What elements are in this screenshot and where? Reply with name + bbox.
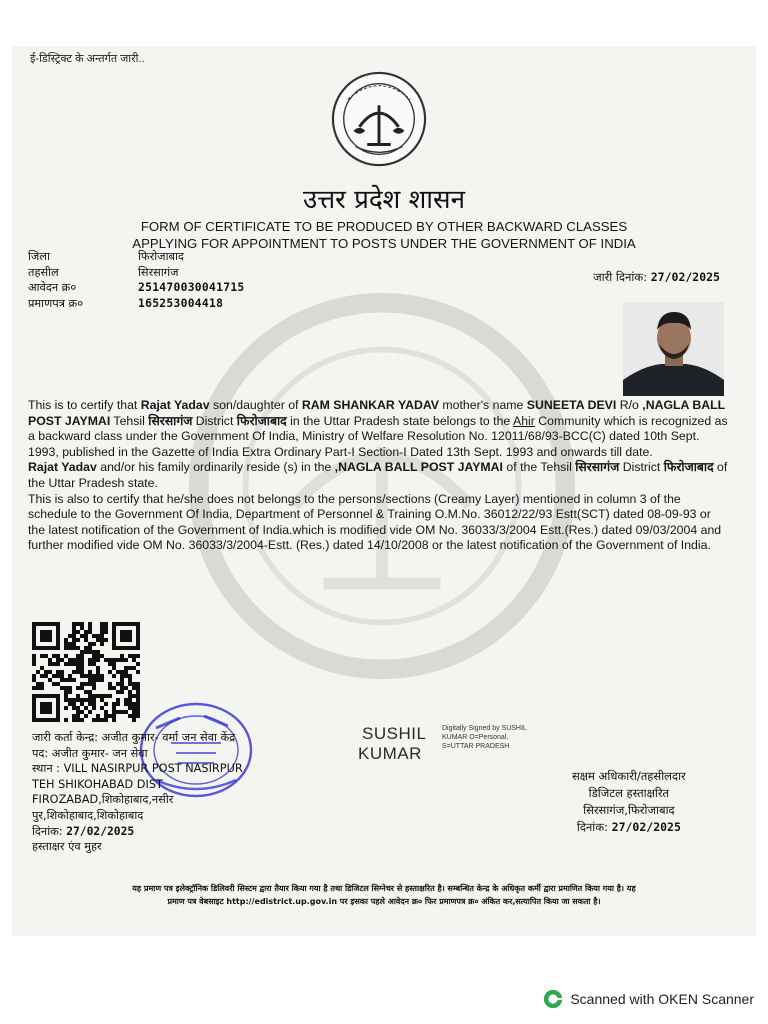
district-label: जिला (28, 250, 50, 263)
footer-line1: यह प्रमाण पत्र इलेक्ट्रॉनिक डिलिवरी सिस्टम द्वारा तैयार किया गया है तथा डिजिटल सिग्नेचर से हस्ताक्षरित है। सम्बन्धित केन्द्र के अधिकृत कर्मी द्वारा प्रमाणित किया गया है। यह (132, 884, 636, 893)
application-number-value: 251470030041715 (138, 281, 245, 294)
digital-signature-detail: Digitally Signed by SUSHIL KUMAR O=Personal, S=UTTAR PRADESH (442, 725, 527, 750)
form-title-line1: FORM OF CERTIFICATE TO BE PRODUCED BY OTHER BACKWARD CLASSES (140, 219, 628, 234)
scanner-brand (542, 988, 754, 1010)
residence-run: and/or his family ordinarily reside (s) in the (96, 460, 335, 475)
digital-signature-name (358, 724, 427, 764)
certification-run: Community which is recognized as a backward class under the Government Of India, Ministry of Welfare Resolution No. 12011/68/93-BCC(C) dated 10th Sept. 1993, published in the Gazette of India Extra Ordinary Part-I Section-I Dated 13th Sept. 1993 and onwards till date. (28, 413, 728, 459)
residence-paragraph (28, 460, 728, 491)
certificate-body (28, 398, 728, 554)
authority-digital: डिजिटल हस्ताक्षरित (588, 786, 670, 800)
issuer-place-line1: स्थान : VILL NASIRPUR POST NASIRPUR (32, 762, 243, 776)
residence-run: ,NAGLA BALL POST JAYMAI (334, 460, 503, 475)
scanner-brand-text: Scanned with OKEN Scanner (570, 991, 754, 1007)
issuer-place-line4: पुर,शिकोहाबाद,शिकोहाबाद (32, 808, 144, 822)
oken-scanner-icon (542, 988, 564, 1010)
residence-run: of the Tehsil (502, 460, 576, 475)
certificate-number-value: 165253004418 (138, 296, 224, 310)
issuer-post: पद: अजीत कुमार- जन सेवा (32, 746, 148, 760)
tehsil-label: तहसील (28, 265, 59, 279)
issuer-date-value: 27/02/2025 (66, 824, 135, 838)
issuer-block (32, 730, 243, 855)
tehsil-value: सिरसागंज (138, 265, 179, 279)
certification-run: Ahir (513, 413, 535, 428)
residence-run: सिरसागंज (575, 460, 620, 475)
certification-run: SUNEETA DEVI (526, 398, 617, 412)
certificate-meta (28, 249, 245, 311)
authority-title: सक्षम अधिकारी/तहसीलदार (572, 769, 686, 783)
certification-run: This is to certify that (28, 398, 141, 412)
issuer-date-label: दिनांक: (32, 824, 63, 838)
certification-run: Rajat Yadav (140, 398, 210, 412)
certificate-page (12, 46, 756, 936)
authority-date (572, 819, 686, 836)
issue-date (593, 270, 720, 285)
residence-run: of the Uttar Pradesh state. (28, 460, 728, 490)
certification-paragraph (28, 398, 728, 460)
certification-run: RAM SHANKAR YADAV (301, 398, 439, 412)
top-note: ई-डिस्ट्रिक्ट के अन्तर्गत जारी.. (30, 53, 145, 65)
applicant-photo (623, 302, 724, 396)
signer-name-line1: SUSHIL (362, 724, 427, 743)
authority-block (572, 768, 686, 836)
residence-run: District (619, 460, 664, 475)
issuer-place-line2: TEH SHIKOHABAD DIST (32, 777, 163, 791)
certification-run: District (192, 413, 237, 428)
certificate-number-label: प्रमाणपत्र क्र० (28, 296, 84, 310)
residence-run: फिरोजाबाद (663, 460, 714, 475)
certification-run: R/o (616, 398, 643, 412)
certification-run: सिरसागंज (148, 413, 193, 428)
residence-run: Rajat Yadav (28, 460, 97, 475)
certification-run: mother's name (439, 398, 527, 412)
district-value: फिरोजाबाद (138, 250, 184, 263)
certificate-form-title (12, 218, 756, 252)
authority-place: सिरसागंज,फिरोजाबाद (583, 803, 675, 817)
signer-name-line2: KUMAR (358, 744, 422, 763)
issuer-sign-label: हस्ताक्षर एंव मुहर (32, 840, 102, 854)
issuer-place-line3: FIROZABAD,शिकोहाबाद,नसीर (32, 793, 174, 807)
creamy-layer-paragraph: This is also to certify that he/she does not belongs to the persons/sections (Creamy Layer) mentioned in column 3 of the schedule to the Government Of India, Department of Personnel & Training O.M.No. 36012/22/93 Estt(SCT) dated 08-09-93 or the latest notification of the Government of India.which is modified vide OM No. 36033/3/2004 Estt.(Res.) dated 09/03/2004 and further modified vide OM No. 36033/3/2004-Estt. (Res.) dated 14/10/2008 or the latest notification of the Government of India. (28, 491, 722, 553)
certification-run: फिरोजाबाद (236, 413, 287, 428)
footer-line2: प्रमाण पत्र वेबसाइट http://edistrict.up.gov.in पर इसका पहले आवेदन क्र० फिर प्रमाणपत्र क्र० अंकित कर,सत्यापित किया जा सकता है। (167, 897, 601, 906)
form-title-line2: APPLYING FOR APPOINTMENT TO POSTS UNDER THE GOVERNMENT OF INDIA (132, 236, 636, 251)
certification-run: son/daughter of (209, 398, 302, 412)
government-title: उत्तर प्रदेश शासन (302, 185, 466, 215)
certification-run: Tehsil (110, 413, 149, 428)
authority-date-value: 27/02/2025 (611, 820, 681, 834)
issuing-center: जारी कर्ता केन्द्र: अजीत कुमार- वर्मा जन सेवा केंद्र (32, 731, 236, 744)
issue-date-value: 27/02/2025 (650, 270, 720, 284)
issue-date-label: जारी दिनांक: (593, 270, 648, 284)
verification-footer (20, 882, 748, 908)
authority-date-label: दिनांक: (576, 820, 608, 834)
certification-run: in the Uttar Pradesh state belongs to the (286, 413, 513, 428)
issuer-date (32, 824, 243, 840)
application-number-label: आवेदन क्र० (28, 281, 77, 294)
certification-run: ,NAGLA BALL POST JAYMAI (28, 398, 725, 428)
up-state-emblem (330, 70, 428, 168)
